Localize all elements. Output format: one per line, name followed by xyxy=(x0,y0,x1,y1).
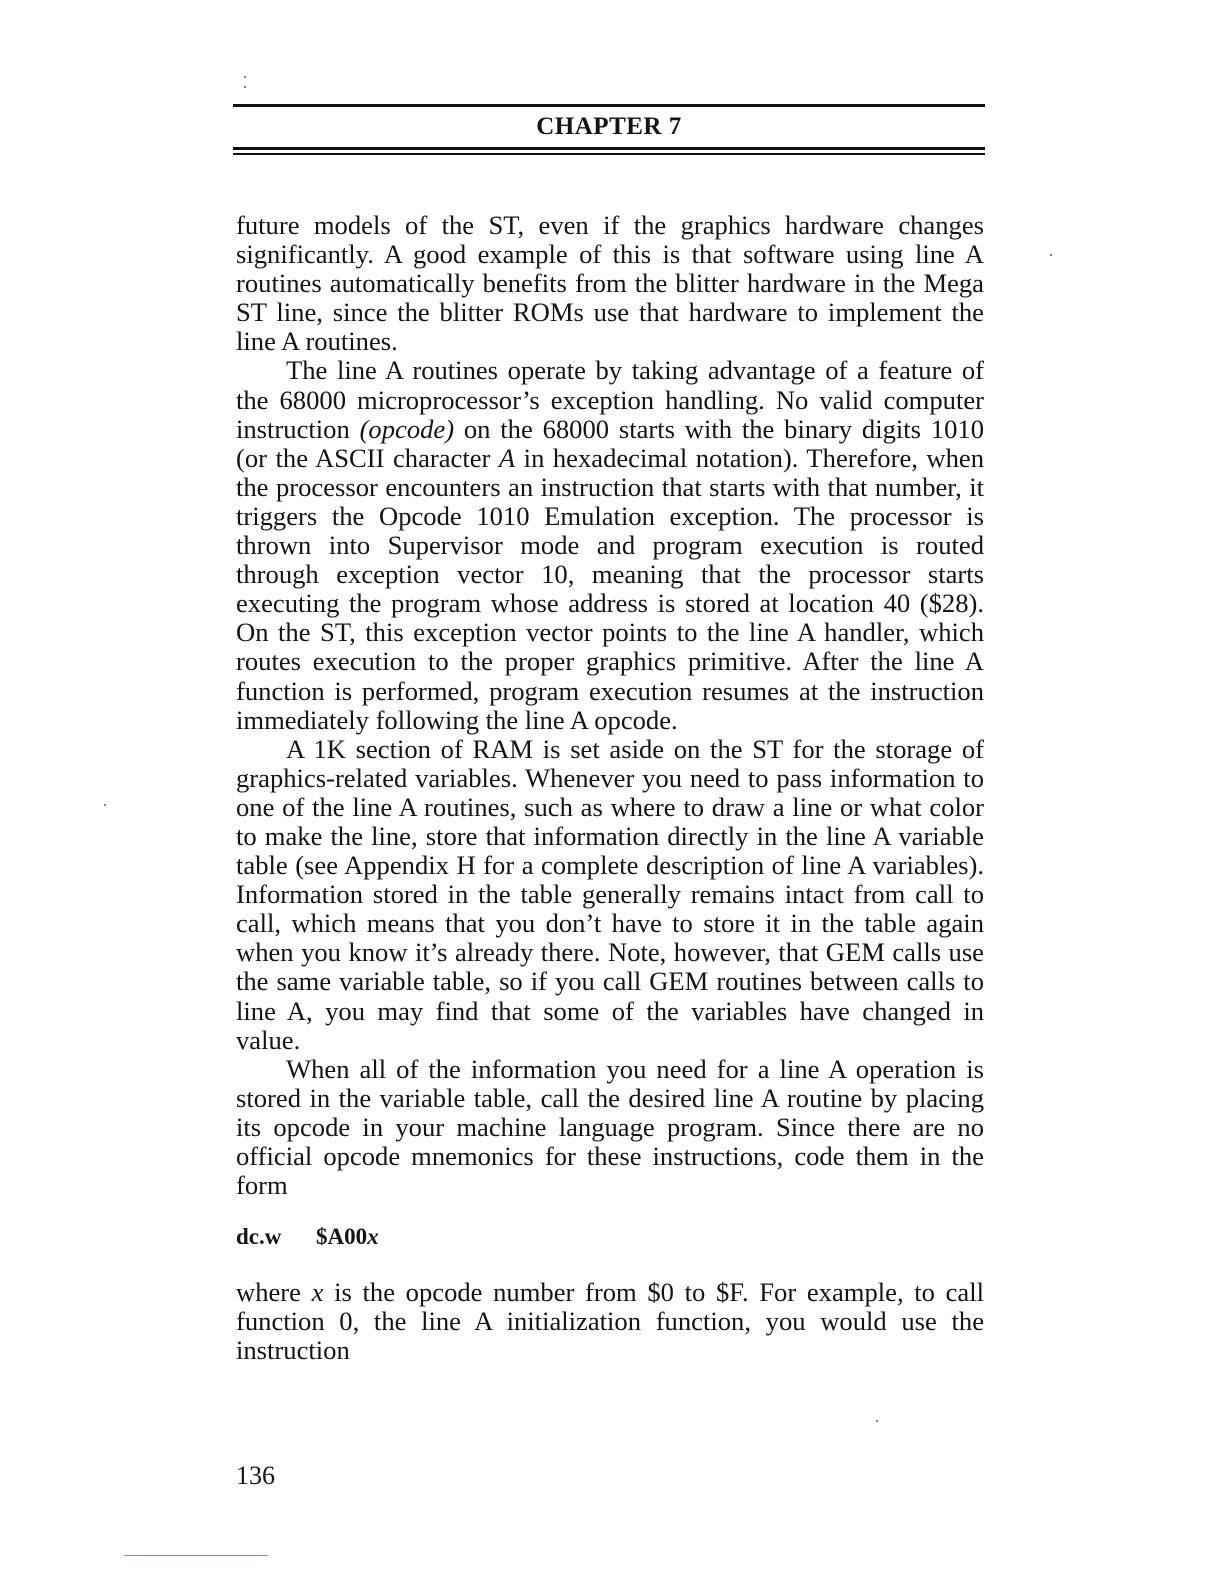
paragraph-5 xyxy=(236,1278,984,1365)
paragraph-1: future models of the ST, even if the graphics hardware changes significantly. A good example of this is that software using line A routines automatically benefits from the blitter hardware in the Mega ST line, since the blitter ROMs use that hardware to implement the line A routines. xyxy=(236,210,984,357)
paragraph-2-part-c: in hexadecimal notation). Therefore, when the processor encounters an instruction that starts with that number, it triggers the Opcode 1010 Emulation exception. The processor is thrown into Supervisor mode and program execution is routed through exception vector 10, meaning that the processor starts executing the program whose address is stored at location 40 ($28). On the ST, this exception vector points to the line A handler, which routes execution to the proper graphics primitive. After the line A function is performed, program execution resumes at the instruction immediately following the line A opcode. xyxy=(236,442,984,735)
chapter-header xyxy=(233,104,985,155)
header-rule-top xyxy=(233,104,985,107)
header-rule-double xyxy=(233,147,985,155)
paragraph-5-part-a: where xyxy=(236,1277,312,1308)
scan-speck xyxy=(1050,254,1052,256)
paragraph-3: A 1K section of RAM is set aside on the ST for the storage of graphics-related variables. Whenever you need to pass information to one of the line A routines, such as where to draw a line or what color to make the line, store that information directly in the line A variable table (see Appendix H for a complete description of line A variables). Information stored in the table generally remains intact from call to call, which means that you don’t have to store it in the table again when you know it’s already there. Note, however, that GEM calls use the same variable table, so if you call GEM routines between calls to line A, you may find that some of the variables have changed in value. xyxy=(236,733,984,1055)
paragraph-4: When all of the information you need for a line A operation is stored in the variable table, call the desired line A routine by placing its opcode in your machine language program. Since there are no official opcode mnemonics for these instructions, code them in the form xyxy=(236,1053,984,1201)
chapter-title: CHAPTER 7 xyxy=(536,113,682,140)
var-x: x xyxy=(311,1277,324,1308)
scan-speck xyxy=(104,804,106,806)
paragraph-2 xyxy=(236,356,984,734)
code-op: dc.w xyxy=(236,1224,282,1250)
code-operand: $A00 xyxy=(316,1224,368,1250)
paragraph-2-part-b: on the 68000 starts with the binary digits 1010 (or the ASCII character xyxy=(236,413,984,473)
paragraph-5-part-b: is the opcode number from $0 to $F. For example, to call function 0, the line A initialization function, you would use the instruction xyxy=(236,1277,984,1366)
paragraph-2-part-a: The line A routines operate by taking advantage of a feature of the 68000 microprocessor’s exception handling. No valid computer instruction xyxy=(236,355,984,444)
body-text xyxy=(236,211,984,1365)
opcode-term: (opcode) xyxy=(359,413,455,444)
code-operand-var: x xyxy=(367,1224,379,1250)
scan-speck xyxy=(244,76,246,78)
page-number: 136 xyxy=(236,1461,275,1490)
ascii-char-a: A xyxy=(498,442,516,473)
scan-speck xyxy=(244,86,246,88)
footer-scan-line xyxy=(124,1555,268,1556)
code-line xyxy=(236,1222,984,1252)
scan-speck xyxy=(876,1420,878,1422)
